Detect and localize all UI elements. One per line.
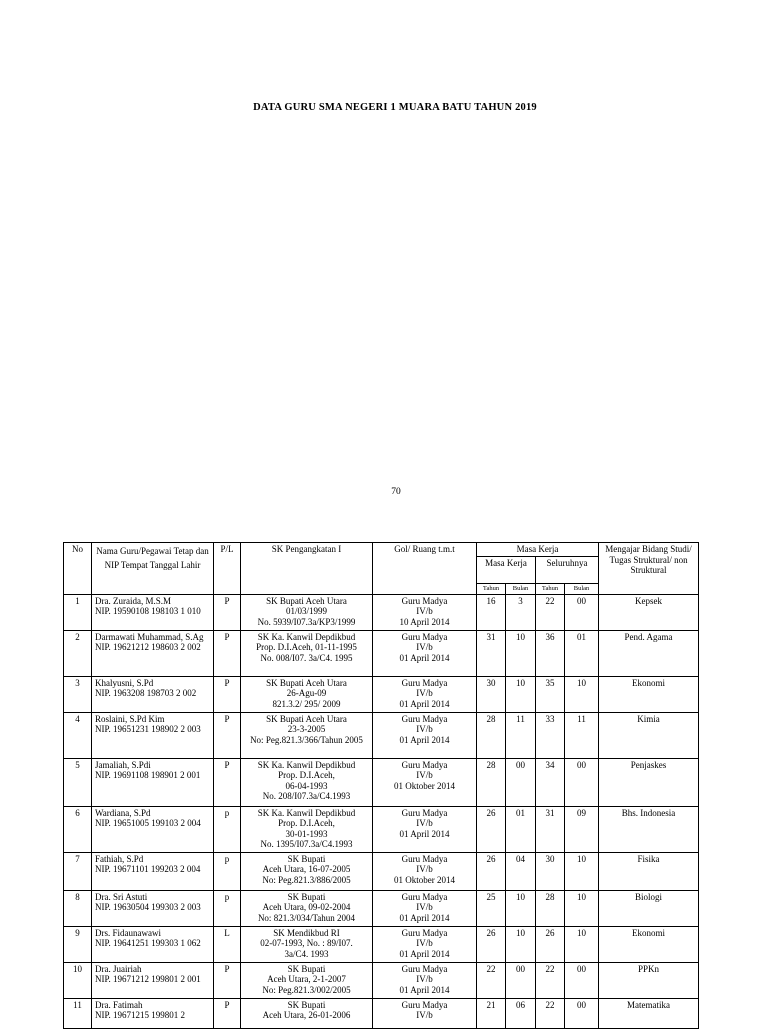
row-mk-tahun: 31 [477,630,506,676]
row-sel-tahun: 35 [536,676,565,712]
row-mk-bulan: 00 [506,758,536,806]
header-bulan-2: Bulan [565,583,599,594]
row-mk-bulan: 06 [506,998,536,1028]
row-sel-bulan: 00 [565,594,599,630]
row-gol: Guru Madya IV/b 01 April 2014 [373,926,477,962]
header-seluruhnya: Seluruhnya [536,556,599,583]
row-no: 5 [64,758,92,806]
table-row [64,806,699,852]
document-title: DATA GURU SMA NEGERI 1 MUARA BATU TAHUN 2019 [253,102,537,113]
row-sel-bulan: 09 [565,806,599,852]
row-nama: Roslaini, S.Pd Kim NIP. 19651231 198902 2 003 [92,712,214,758]
header-pl: P/L [214,543,241,595]
row-mengajar: Penjaskes [599,758,699,806]
row-sk: SK Bupati Aceh Utara, 16-07-2005 No: Peg.821.3/886/2005 [241,852,373,890]
row-gol: Guru Madya IV/b 01 April 2014 [373,890,477,926]
row-pl: P [214,676,241,712]
row-nama: Drs. Fidaunawawi NIP. 19641251 199303 1 062 [92,926,214,962]
table-row [64,712,699,758]
row-gol: Guru Madya IV/b 01 April 2014 [373,806,477,852]
row-no: 10 [64,962,92,998]
row-gol: Guru Madya IV/b 01 April 2014 [373,712,477,758]
row-mk-tahun: 16 [477,594,506,630]
header-masa-kerja-group: Masa Kerja [477,543,599,557]
row-sk: SK Bupati Aceh Utara 01/03/1999 No. 5939/I07.3a/KP3/1999 [241,594,373,630]
row-gol: Guru Madya IV/b 01 April 2014 [373,630,477,676]
row-pl: p [214,806,241,852]
row-mengajar: Bhs. Indonesia [599,806,699,852]
row-mk-bulan: 3 [506,594,536,630]
row-no: 3 [64,676,92,712]
row-pl: P [214,594,241,630]
row-no: 2 [64,630,92,676]
row-pl: L [214,926,241,962]
row-pl: P [214,712,241,758]
row-sel-tahun: 34 [536,758,565,806]
row-mk-bulan: 00 [506,962,536,998]
table-row [64,852,699,890]
row-mk-tahun: 22 [477,962,506,998]
row-mk-tahun: 28 [477,758,506,806]
row-gol: Guru Madya IV/b [373,998,477,1028]
row-sk: SK Ka. Kanwil Depdikbud Prop. D.I.Aceh, 06-04-1993 No. 208/I07.3a/C4.1993 [241,758,373,806]
row-mk-bulan: 10 [506,926,536,962]
row-sk: SK Mendikbud RI 02-07-1993, No. : 89/I07. 3a/C4. 1993 [241,926,373,962]
row-pl: P [214,758,241,806]
row-mengajar: Kepsek [599,594,699,630]
row-sk: SK Bupati Aceh Utara, 26-01-2006 [241,998,373,1028]
row-mengajar: PPKn [599,962,699,998]
row-sel-bulan: 10 [565,676,599,712]
header-mengajar: Mengajar Bidang Studi/ Tugas Struktural/ non Struktural [599,543,699,595]
row-pl: P [214,962,241,998]
row-mengajar: Pend. Agama [599,630,699,676]
row-mengajar: Matematika [599,998,699,1028]
row-pl: p [214,890,241,926]
row-gol: Guru Madya IV/b 10 April 2014 [373,594,477,630]
row-sel-bulan: 00 [565,998,599,1028]
row-mengajar: Fisika [599,852,699,890]
row-mk-bulan: 04 [506,852,536,890]
row-sel-tahun: 22 [536,962,565,998]
row-sk: SK Bupati Aceh Utara 23-3-2005 No: Peg.821.3/366/Tahun 2005 [241,712,373,758]
table-row [64,890,699,926]
row-pl: P [214,630,241,676]
row-mk-tahun: 28 [477,712,506,758]
row-nama: Dra. Zuraida, M.S.M NIP. 19590108 198103 1 010 [92,594,214,630]
row-nama: Dra. Juairiah NIP. 19671212 199801 2 001 [92,962,214,998]
row-sel-bulan: 10 [565,890,599,926]
table-header-row [64,543,699,557]
header-nama: Nama Guru/Pegawai Tetap dan NIP Tempat Tanggal Lahir [92,543,214,595]
row-mengajar: Kimia [599,712,699,758]
row-sk: SK Bupati Aceh Utara, 09-02-2004 No: 821.3/034/Tahun 2004 [241,890,373,926]
row-nama: Khalyusni, S.Pd NIP. 1963208 198703 2 002 [92,676,214,712]
row-nama: Dra. Sri Astuti NIP. 19630504 199303 2 003 [92,890,214,926]
row-sel-tahun: 28 [536,890,565,926]
row-no: 7 [64,852,92,890]
row-sel-tahun: 22 [536,594,565,630]
row-mk-tahun: 26 [477,852,506,890]
header-sk: SK Pengangkatan I [241,543,373,595]
row-sel-tahun: 31 [536,806,565,852]
row-sel-bulan: 00 [565,758,599,806]
row-sel-tahun: 22 [536,998,565,1028]
teacher-table [63,542,699,1029]
row-pl: P [214,998,241,1028]
row-sk: SK Bupati Aceh Utara, 2-1-2007 No: Peg.821.3/002/2005 [241,962,373,998]
row-no: 11 [64,998,92,1028]
row-mk-tahun: 25 [477,890,506,926]
row-sel-bulan: 01 [565,630,599,676]
row-sk: SK Bupati Aceh Utara 26-Agu-09 821.3.2/ 295/ 2009 [241,676,373,712]
row-nama: Dra. Fatimah NIP. 19671215 199801 2 [92,998,214,1028]
table-row [64,594,699,630]
row-sel-bulan: 10 [565,852,599,890]
table-row [64,758,699,806]
header-no: No [64,543,92,595]
row-nama: Jamaliah, S.Pdi NIP. 19691108 198901 2 001 [92,758,214,806]
row-nama: Darmawati Muhammad, S.Ag NIP. 19621212 198603 2 002 [92,630,214,676]
header-masa-kerja: Masa Kerja [477,556,536,583]
page-number: 70 [391,487,401,497]
row-sel-tahun: 26 [536,926,565,962]
row-mk-bulan: 10 [506,676,536,712]
row-nama: Wardiana, S.Pd NIP. 19651005 199103 2 004 [92,806,214,852]
row-mk-tahun: 30 [477,676,506,712]
row-nama: Fathiah, S.Pd NIP. 19671101 199203 2 004 [92,852,214,890]
row-no: 8 [64,890,92,926]
row-mk-bulan: 01 [506,806,536,852]
header-tahun-2: Tahun [536,583,565,594]
row-gol: Guru Madya IV/b 01 April 2014 [373,962,477,998]
row-no: 9 [64,926,92,962]
row-mengajar: Biologi [599,890,699,926]
row-mk-tahun: 26 [477,806,506,852]
row-sel-tahun: 33 [536,712,565,758]
table-row [64,676,699,712]
row-no: 6 [64,806,92,852]
row-sel-bulan: 10 [565,926,599,962]
header-gol: Gol/ Ruang t.m.t [373,543,477,595]
row-sel-tahun: 30 [536,852,565,890]
row-mengajar: Ekonomi [599,676,699,712]
row-sk: SK Ka. Kanwil Depdikbud Prop. D.I.Aceh, 01-11-1995 No. 008/I07. 3a/C4. 1995 [241,630,373,676]
row-no: 1 [64,594,92,630]
row-mk-bulan: 10 [506,630,536,676]
row-no: 4 [64,712,92,758]
row-gol: Guru Madya IV/b 01 Oktober 2014 [373,758,477,806]
row-pl: p [214,852,241,890]
row-sk: SK Ka. Kanwil Depdikbud Prop. D.I.Aceh, 30-01-1993 No. 1395/I07.3a/C4.1993 [241,806,373,852]
row-mengajar: Ekonomi [599,926,699,962]
row-mk-tahun: 21 [477,998,506,1028]
row-gol: Guru Madya IV/b 01 Oktober 2014 [373,852,477,890]
row-sel-bulan: 00 [565,962,599,998]
table-row [64,962,699,998]
table-row [64,926,699,962]
row-gol: Guru Madya IV/b 01 April 2014 [373,676,477,712]
row-sel-tahun: 36 [536,630,565,676]
row-mk-bulan: 10 [506,890,536,926]
row-mk-tahun: 26 [477,926,506,962]
row-mk-bulan: 11 [506,712,536,758]
table-row [64,630,699,676]
header-bulan-1: Bulan [506,583,536,594]
row-sel-bulan: 11 [565,712,599,758]
header-tahun-1: Tahun [477,583,506,594]
